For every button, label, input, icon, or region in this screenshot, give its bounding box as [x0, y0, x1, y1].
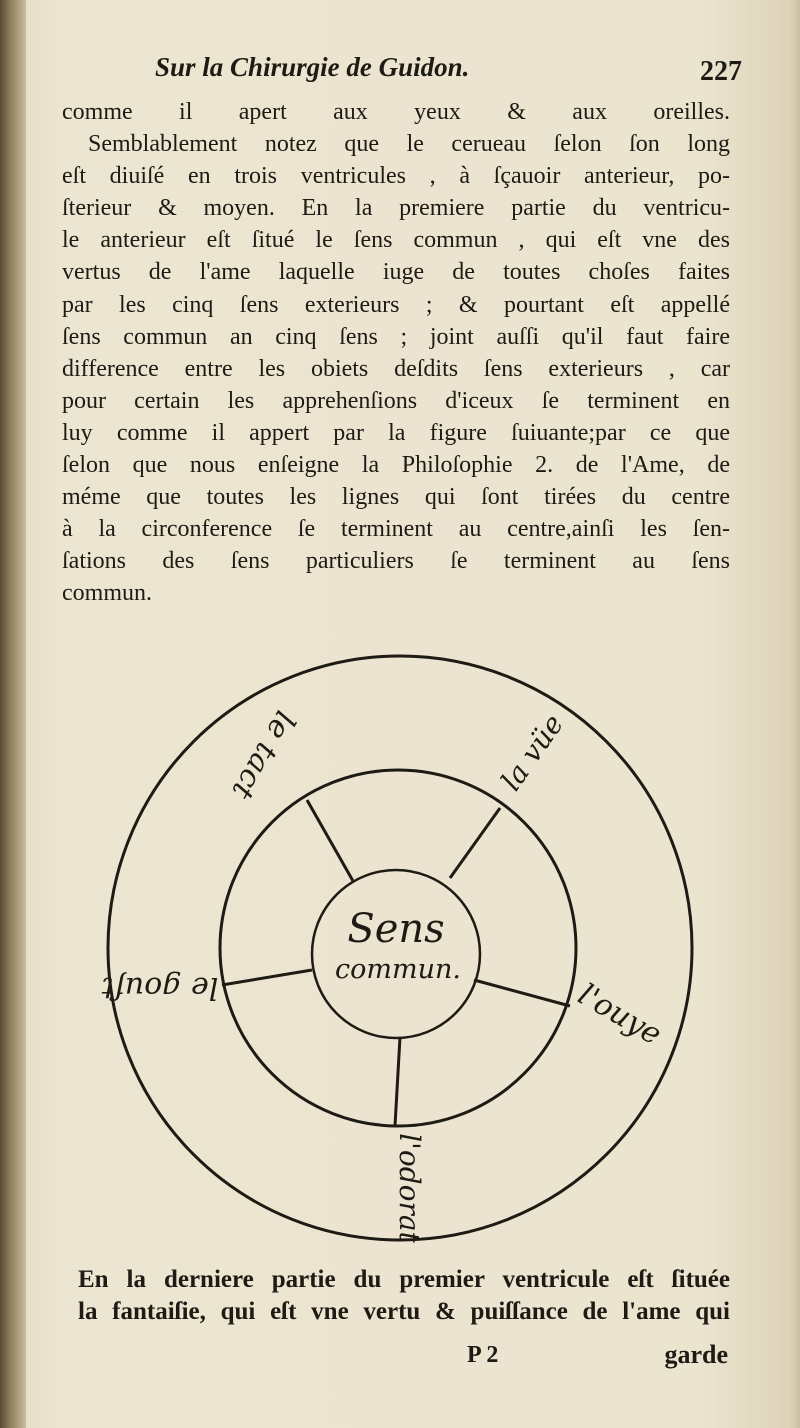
text-line: ſelon que nous enſeigne la Philoſophie 2. de l'Ame, de — [62, 452, 730, 479]
text-line: à la circonference ſe terminent au centre,ainſi les ſen- — [62, 516, 730, 543]
text-line: difference entre les obiets deſdits ſens exterieurs , car — [62, 355, 730, 382]
sense-label-sight: la vüe — [494, 708, 571, 797]
catchword: garde — [664, 1340, 728, 1369]
sense-label-taste: le gouſt — [101, 970, 219, 1005]
running-title: Sur la Chirurgie de Guidon. — [155, 52, 470, 82]
text-line: pour certain les apprehenſions d'iceux ſe terminent en — [62, 387, 730, 414]
text-line: méme que toutes les lignes qui ſont tirées du centre — [62, 484, 730, 511]
spoke-line — [474, 980, 570, 1006]
senses-diagram — [100, 648, 700, 1248]
text-line: commun. — [62, 580, 152, 607]
text-line: la fantaiſie, qui eſt vne vertu & puiſſance de l'ame qui — [78, 1298, 730, 1325]
sense-label-smell: l'odorat — [393, 1133, 426, 1243]
text-line: par les cinq ſens exterieurs ; & pourtant eſt appellé — [62, 291, 730, 318]
text-line: En la derniere partie du premier ventricule eſt ſituée — [78, 1266, 730, 1293]
sense-label-hearing: l'ouye — [572, 977, 668, 1053]
next-paragraph — [78, 1264, 730, 1328]
text-line: eſt diuiſé en trois ventricules , à ſçauoir anterieur, po- — [62, 163, 730, 190]
center-label: commun. — [335, 954, 461, 985]
text-line: le anterieur eſt ſitué le ſens commun , qui eſt vne des — [62, 227, 730, 254]
signature-mark: P 2 — [467, 1342, 499, 1368]
spoke-line — [222, 970, 312, 985]
page-header — [60, 46, 750, 96]
sense-label-touch: le tact — [224, 704, 303, 805]
spoke-line — [395, 1037, 400, 1126]
text-line: ſations des ſens particuliers ſe terminent au ſens — [62, 548, 730, 575]
center-label: Sens — [347, 906, 445, 952]
spoke-line — [450, 808, 500, 878]
text-line: vertus de l'ame laquelle iuge de toutes choſes faites — [62, 259, 730, 286]
text-line: comme il apert aux yeux & aux oreilles. — [62, 99, 730, 125]
main-paragraph — [62, 96, 730, 610]
page-number: 227 — [700, 56, 742, 87]
text-line: Semblablement notez que le cerueau ſelon ſon long — [88, 131, 730, 158]
text-line: ſens commun an cinq ſens ; joint auſſi qu'il faut faire — [62, 323, 730, 350]
text-line: ſterieur & moyen. En la premiere partie du ventricu- — [62, 195, 730, 222]
binding-gutter — [0, 0, 26, 1428]
spoke-line — [307, 800, 353, 881]
text-line: luy comme il appert par la figure ſuiuante;par ce que — [62, 419, 730, 446]
